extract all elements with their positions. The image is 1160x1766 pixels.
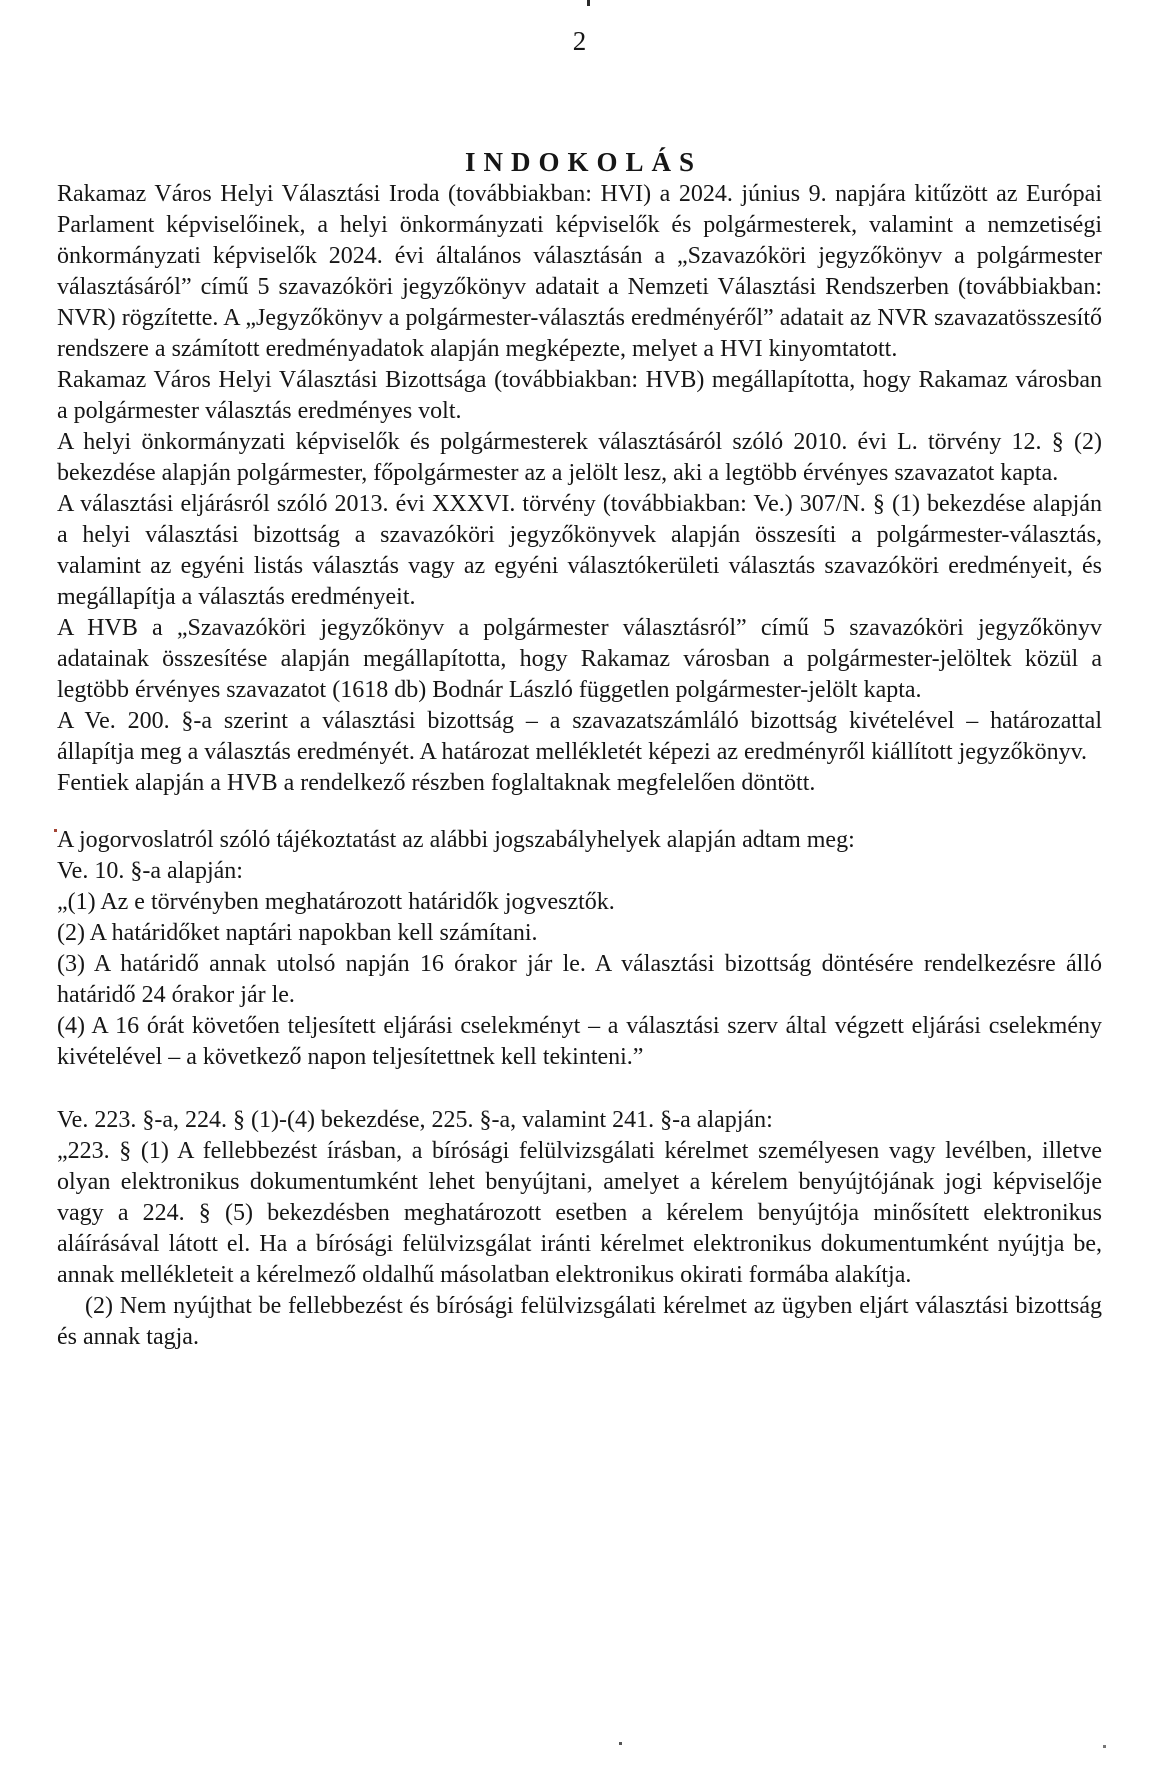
paragraph-hvi-intro: Rakamaz Város Helyi Választási Iroda (továbbiakban: HVI) a 2024. június 9. napjára kitűzött az Európai Parlament képviselőinek, a helyi önkormányzati képviselők és polgármesterek, valamint a nemzetiségi önkormányzati képviselők 2024. évi általános választásán a „Szavazóköri jegyzőkönyv a polgármester választásáról” című 5 szavazóköri jegyzőkönyv adatait a Nemzeti Választási Rendszerben (továbbiakban: NVR) rögzítette. A „Jegyzőkönyv a polgármester-választás eredményéről” adatait az NVR szavazatösszesítő rendszere a számított eredményadatok alapján megképezte, melyet a HVI kinyomtatott. [57, 181, 1102, 362]
paragraph-2010-law: A helyi önkormányzati képviselők és polgármesterek választásáról szóló 2010. évi L. törvény 12. § (2) bekezdése alapján polgármester, főpolgármester az a jelölt lesz, aki a legtöbb érvényes szavazatot kapta. [57, 429, 1102, 486]
scan-speck [587, 0, 590, 6]
scan-speck [1103, 1745, 1106, 1748]
paragraph-conclusion: Fentiek alapján a HVB a rendelkező részben foglaltaknak megfelelően döntött. [57, 770, 816, 796]
legal2-item-2: (2) Nem nyújthat be fellebbezést és bírósági felülvizsgálati kérelmet az ügyben eljárt választási bizottság és annak tagja. [57, 1293, 1102, 1350]
paragraph-hvb-statement: Rakamaz Város Helyi Választási Bizottsága (továbbiakban: HVB) megállapította, hogy Rakamaz városban a polgármester választás eredményes volt. [57, 367, 1102, 424]
legal2-heading: Ve. 223. §-a, 224. § (1)-(4) bekezdése, 225. §-a, valamint 241. §-a alapján: [57, 1107, 773, 1133]
legal2-item-1: „223. § (1) A fellebbezést írásban, a bírósági felülvizsgálati kérelmet személyesen vagy levélben, illetve olyan elektronikus dokumentumként lehet benyújtani, amelyet a kérelem benyújtójának jogi képviselője vagy a 224. § (5) bekezdésben meghatározott esetben a kérelem benyújtója minősített elektronikus aláírásával látott el. Ha a bírósági felülvizsgálat iránti kérelmet elektronikus dokumentumként nyújtja be, annak mellékleteit a kérelmező oldalhű másolatban elektronikus okirati formába alakítja. [57, 1138, 1102, 1288]
legal-references-ve10 [57, 825, 1102, 1073]
paragraph-ve-200: A Ve. 200. §-a szerint a választási bizottság – a szavazatszámláló bizottság kivételével – határozattal állapítja meg a választás eredményét. A határozat mellékletét képezi az eredményről kiállított jegyzőkönyv. [57, 708, 1102, 765]
legal1-intro: A jogorvoslatról szóló tájékoztatást az alábbi jogszabályhelyek alapján adtam meg: [57, 827, 855, 853]
legal1-heading: Ve. 10. §-a alapján: [57, 858, 243, 884]
legal-references-ve223 [57, 1105, 1102, 1353]
scan-speck [619, 1742, 622, 1745]
paragraph-2013-law: A választási eljárásról szóló 2013. évi XXXVI. törvény (továbbiakban: Ve.) 307/N. § (1) bekezdése alapján a helyi választási bizottság a szavazóköri jegyzőkönyvek alapján összesíti a polgármester-választás, valamint az egyéni listás választás vagy az egyéni választókerületi választás szavazóköri eredményeit, és megállapítja a választás eredményeit. [57, 491, 1102, 610]
legal1-item-3: (3) A határidő annak utolsó napján 16 órakor jár le. A választási bizottság döntésére rendelkezésre álló határidő 24 órakor jár le. [57, 951, 1102, 1008]
legal1-item-4: (4) A 16 órát követően teljesített eljárási cselekményt – a választási szerv által végzett eljárási cselekmény kivételével – a következő napon teljesítettnek kell tekinteni.” [57, 1013, 1102, 1070]
legal1-item-1: „(1) Az e törvényben meghatározott határidők jogvesztők. [57, 889, 615, 915]
page-number: 2 [572, 26, 587, 56]
document-title: INDOKOLÁS [464, 147, 703, 177]
legal1-item-2: (2) A határidőket naptári napokban kell számítani. [57, 920, 538, 946]
paragraph-result-bodnar: A HVB a „Szavazóköri jegyzőkönyv a polgármester választásról” című 5 szavazóköri jegyzőkönyv adatainak összesítése alapján megállapította, hogy Rakamaz városban a polgármester-jelöltek közül a legtöbb érvényes szavazatot (1618 db) Bodnár László független polgármester-jelölt kapta. [57, 615, 1102, 703]
scan-speck [54, 829, 57, 832]
